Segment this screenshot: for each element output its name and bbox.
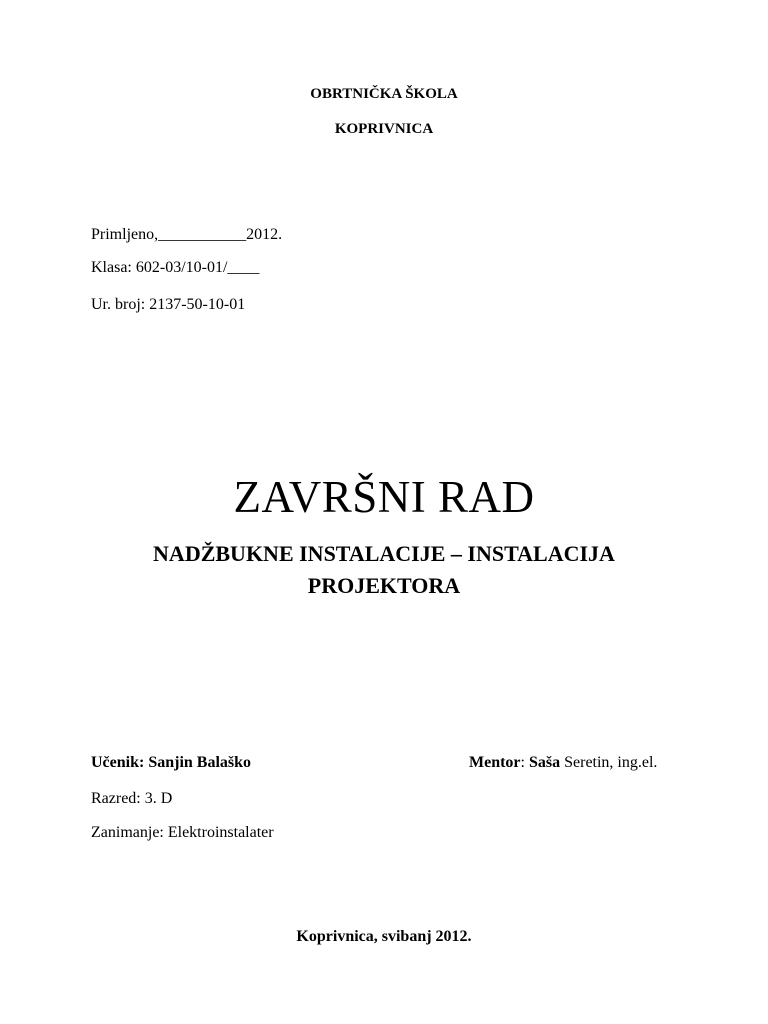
grade-line: Razred: 3. D: [91, 790, 173, 807]
document-title: ZAVRŠNI RAD: [233, 472, 535, 522]
student-info: [91, 754, 251, 772]
occupation-line: Zanimanje: Elektroinstalater: [91, 824, 274, 841]
reference-line: Ur. broj: 2137-50-10-01: [91, 296, 246, 313]
school-city: KOPRIVNICA: [334, 121, 434, 137]
place-date: Koprivnica, svibanj 2012.: [296, 928, 472, 945]
mentor-rest: Seretin, ing.el.: [564, 754, 658, 771]
subtitle-line-2: PROJEKTORA: [307, 573, 461, 598]
received-line: Primljeno,___________2012.: [91, 226, 283, 243]
school-name: OBRTNIČKA ŠKOLA: [310, 86, 458, 102]
student-name: Sanjin Balaško: [148, 754, 252, 771]
document-subtitle: [0, 538, 768, 602]
mentor-colon: :: [520, 754, 525, 771]
mentor-first-name: Saša: [528, 754, 561, 771]
student-label: Učenik:: [91, 754, 145, 771]
class-line: Klasa: 602-03/10-01/____: [91, 259, 260, 276]
subtitle-line-1: NADŽBUKNE INSTALACIJE – INSTALACIJA: [153, 541, 615, 566]
mentor-label: Mentor: [469, 754, 521, 771]
mentor-info: [469, 754, 657, 772]
